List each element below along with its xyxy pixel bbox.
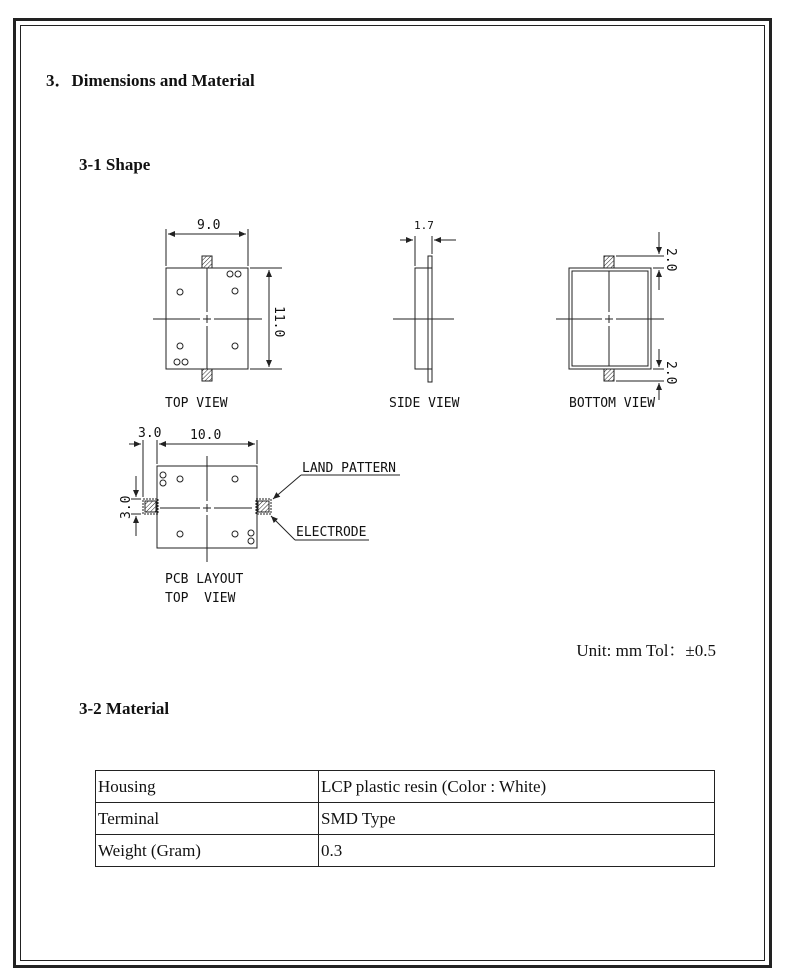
- section-title: 3．Dimensions and Material: [46, 71, 255, 90]
- table-cell: SMD Type: [319, 803, 715, 835]
- bottom-view-label: BOTTOM VIEW: [569, 396, 656, 411]
- land-pattern-label: LAND PATTERN: [302, 461, 396, 476]
- pcb-pad-height-dim: 3.0: [119, 495, 134, 519]
- side-view-thickness-dim: 1.7: [414, 219, 434, 232]
- electrode-left: [145, 501, 156, 512]
- pcb-pad-dim: 3.0: [138, 426, 162, 441]
- table-cell: LCP plastic resin (Color : White): [319, 771, 715, 803]
- bottom-view-tab-top: [604, 256, 614, 268]
- bottom-view-tab-bottom: [604, 369, 614, 381]
- bottom-view-drawing: [556, 232, 664, 400]
- pcb-layout-label-line1: PCB LAYOUT: [165, 572, 244, 587]
- top-view-height-dim: 11.0: [271, 306, 286, 338]
- electrode-right: [258, 501, 269, 512]
- table-cell: Weight (Gram): [96, 835, 319, 867]
- pcb-layout-drawing: [129, 440, 400, 562]
- table-row: [96, 835, 715, 867]
- shape-heading: 3-1 Shape: [79, 155, 151, 174]
- top-view-tab-top: [202, 256, 212, 268]
- table-cell: 0.3: [319, 835, 715, 867]
- material-table: [95, 770, 715, 867]
- top-view-width-dim: 9.0: [197, 218, 221, 233]
- unit-tolerance-note: Unit: mm Tol：±0.5: [576, 641, 716, 660]
- electrode-label: ELECTRODE: [296, 525, 367, 540]
- bottom-view-top-tab-dim: 2.0: [663, 248, 678, 272]
- table-cell: Terminal: [96, 803, 319, 835]
- pcb-layout-label-line2: TOP VIEW: [165, 591, 236, 606]
- side-view-drawing: [393, 236, 456, 382]
- top-view-label: TOP VIEW: [165, 396, 228, 411]
- material-heading: 3-2 Material: [79, 699, 170, 718]
- table-row: [96, 771, 715, 803]
- side-view-label: SIDE VIEW: [389, 396, 460, 411]
- table-row: [96, 803, 715, 835]
- top-view-drawing: [153, 229, 282, 381]
- pcb-width-dim: 10.0: [190, 428, 222, 443]
- table-cell: Housing: [96, 771, 319, 803]
- bottom-view-bottom-tab-dim: 2.0: [663, 361, 678, 385]
- top-view-tab-bottom: [202, 369, 212, 381]
